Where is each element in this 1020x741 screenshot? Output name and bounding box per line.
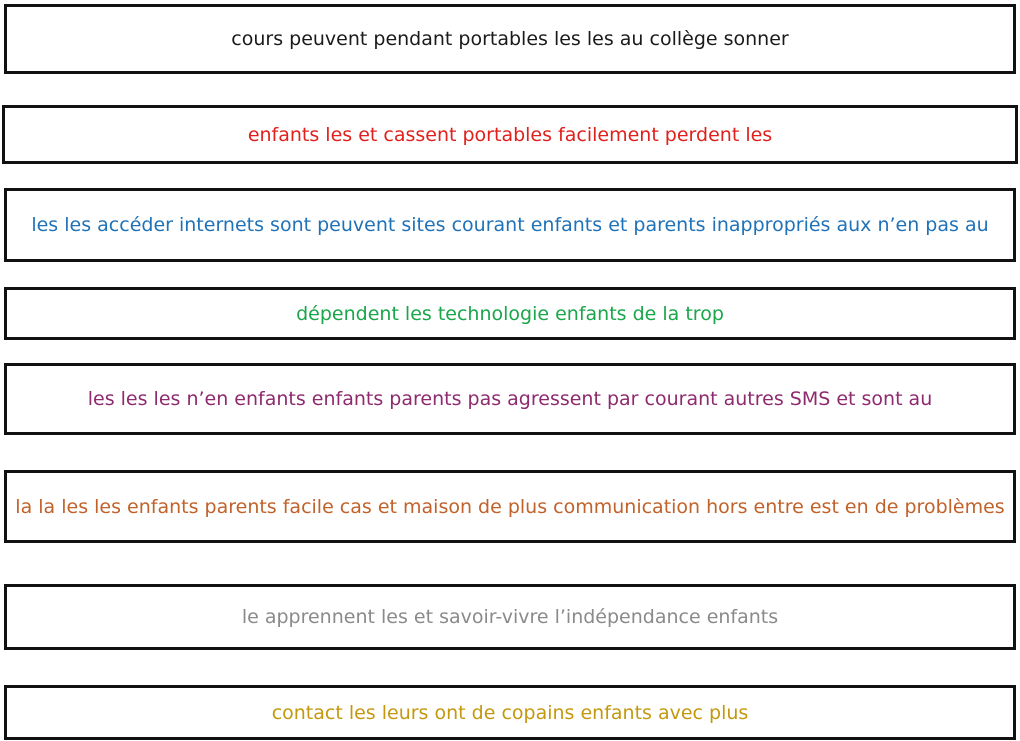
sentence-text-2: enfants les et cassent portables facilement perdent les	[247, 123, 773, 146]
sentence-text-7: le apprennent les et savoir-vivre l’indépendance enfants	[241, 606, 779, 628]
sentence-box-8	[4, 685, 1016, 740]
sentence-text-8: contact les leurs ont de copains enfants avec plus	[271, 701, 749, 724]
sentence-text-4: dépendent les technologie enfants de la trop	[296, 302, 724, 325]
sentence-box-1	[4, 4, 1016, 74]
sentence-text-3: les les accéder internets sont peuvent sites courant enfants et parents inappropriés aux n’en pas au	[31, 214, 989, 236]
sentence-box-5	[4, 363, 1016, 435]
sentence-box-3	[4, 188, 1016, 262]
sentence-box-7	[4, 584, 1016, 650]
sentence-text-5: les les les n’en enfants enfants parents pas agressent par courant autres SMS et sont au	[87, 388, 933, 410]
sentence-box-2	[2, 105, 1018, 164]
sentence-text-6: la la les les enfants parents facile cas et maison de plus communication hors entre est en de problèmes	[15, 495, 1005, 518]
sentence-text-1: cours peuvent pendant portables les les au collège sonner	[231, 28, 789, 50]
sentence-box-6	[4, 470, 1016, 543]
sentence-box-4	[4, 287, 1016, 340]
